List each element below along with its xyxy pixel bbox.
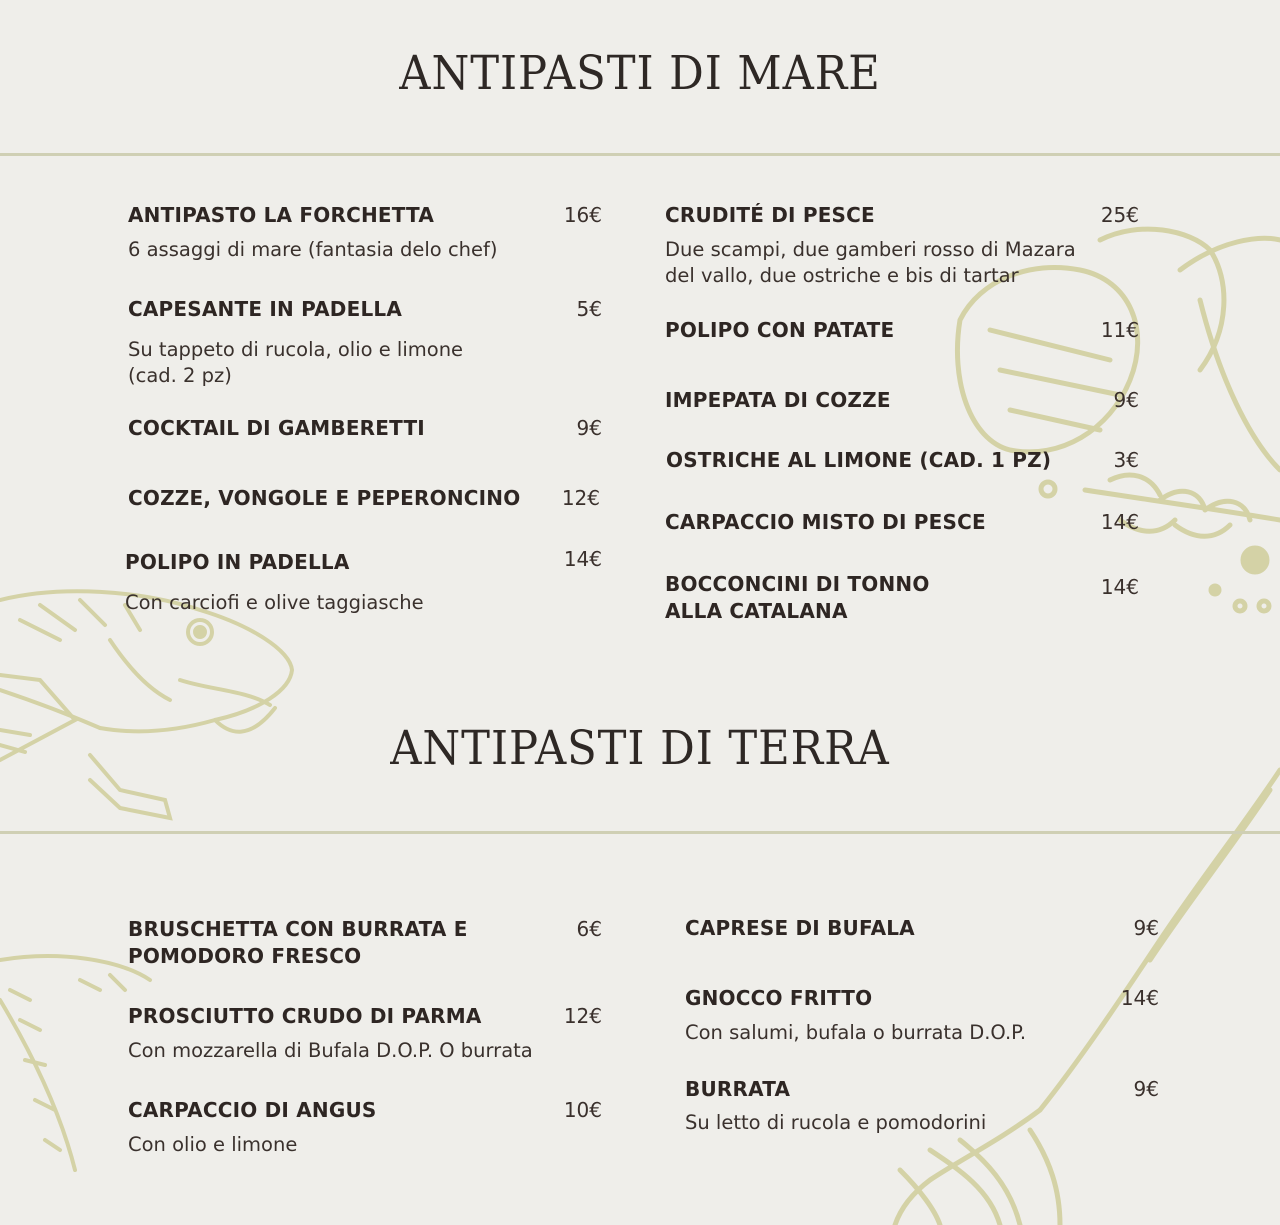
menu-item-price: 9€ (1113, 388, 1139, 412)
menu-item-price: 5€ (576, 297, 602, 321)
menu-item-name: BURRATA (685, 1077, 791, 1101)
menu-item-name: CRUDITÉ DI PESCE (665, 203, 875, 227)
menu-item-name: COZZE, VONGOLE E PEPERONCINO (128, 486, 521, 510)
menu-item-name: PROSCIUTTO CRUDO DI PARMA (128, 1004, 482, 1028)
menu-item-name: BRUSCHETTA CON BURRATA E POMODORO FRESCO (128, 917, 468, 968)
menu-item-price: 12€ (563, 1004, 602, 1028)
menu-item-description: Con carciofi e olive taggiasche (125, 591, 424, 614)
section-title-terra: ANTIPASTI DI TERRA (390, 721, 890, 776)
menu-item-name: OSTRICHE AL LIMONE (CAD. 1 PZ) (666, 448, 1052, 472)
menu-item-price: 16€ (563, 203, 602, 227)
menu-item-description: 6 assaggi di mare (fantasia delo chef) (128, 238, 498, 261)
menu-item-description: Due scampi, due gamberi rosso di Mazara del vallo, due ostriche e bis di tartar (665, 238, 1076, 287)
menu-item-name: CAPRESE DI BUFALA (685, 916, 915, 940)
menu-item-price: 3€ (1113, 448, 1139, 472)
section-divider (0, 831, 1280, 834)
section-divider (0, 153, 1280, 156)
fish-illustration (0, 591, 292, 818)
menu-item-price: 14€ (563, 547, 602, 571)
menu-item-price: 10€ (563, 1098, 602, 1122)
menu-item-price: 14€ (1120, 986, 1159, 1010)
menu-item-price: 11€ (1100, 318, 1139, 342)
menu-item-name: CARPACCIO DI ANGUS (128, 1098, 377, 1122)
menu-item-description: Con salumi, bufala o burrata D.O.P. (685, 1021, 1027, 1044)
menu-item-price: 6€ (576, 917, 602, 941)
menu-item-name: GNOCCO FRITTO (685, 986, 873, 1010)
menu-item-name: COCKTAIL DI GAMBERETTI (128, 416, 425, 440)
menu-item-price: 14€ (1100, 575, 1139, 599)
menu-item-name: POLIPO CON PATATE (665, 318, 895, 342)
menu-item-name: BOCCONCINI DI TONNO ALLA CATALANA (665, 572, 930, 623)
menu-item-price: 25€ (1100, 203, 1139, 227)
menu-item-description: Con mozzarella di Bufala D.O.P. O burrata (128, 1039, 533, 1062)
menu-item-name: CARPACCIO MISTO DI PESCE (665, 510, 986, 534)
section-title-mare: ANTIPASTI DI MARE (399, 46, 881, 101)
menu-item-price: 12€ (561, 486, 600, 510)
menu-item-price: 14€ (1100, 510, 1139, 534)
menu-item-name: IMPEPATA DI COZZE (665, 388, 891, 412)
menu-item-description: Su tappeto di rucola, olio e limone (cad. 2 pz) (128, 338, 464, 387)
menu-item-description: Con olio e limone (128, 1133, 298, 1156)
menu-item-price: 9€ (1133, 1077, 1159, 1101)
menu-item-description: Su letto di rucola e pomodorini (685, 1111, 987, 1134)
menu-item-price: 9€ (1133, 916, 1159, 940)
menu-item-name: CAPESANTE IN PADELLA (128, 297, 403, 321)
menu-item-name: POLIPO IN PADELLA (125, 550, 350, 574)
menu-item-name: ANTIPASTO LA FORCHETTA (128, 203, 435, 227)
fork-pasta-illustration (895, 770, 1280, 1225)
menu-item-price: 9€ (576, 416, 602, 440)
